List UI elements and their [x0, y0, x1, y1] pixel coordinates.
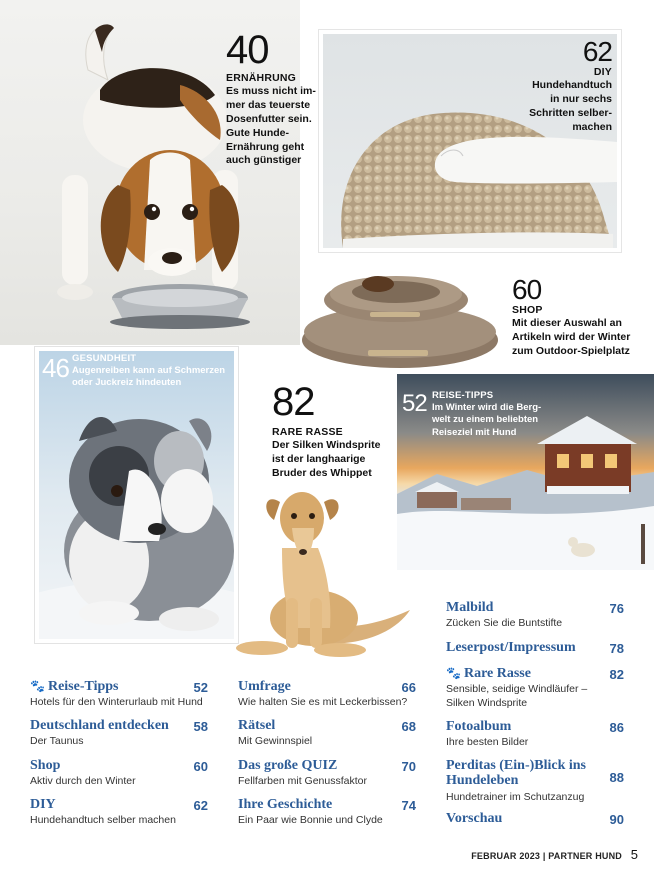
feature-gesundheit[interactable]: [42, 353, 234, 390]
dogbed-photo: [300, 262, 510, 370]
toc-page-number: 62: [193, 798, 208, 813]
toc-item-vorschau[interactable]: Vorschau 90: [446, 811, 624, 827]
feature-page-number: 46: [42, 353, 69, 383]
feature-teaser: Mit dieser Auswahl an Artikeln wird der Winter zum Outdoor-Spielplatz: [512, 317, 631, 357]
feature-shop[interactable]: [512, 276, 652, 359]
toc-item-umfrage[interactable]: Umfrage 66 Wie halten Sie es mit Leckerbissen?: [238, 679, 416, 709]
toc-subtitle: Ihre besten Bilder: [446, 736, 529, 749]
feature-page-number: 40: [226, 28, 269, 72]
feature-page-number: 62: [582, 36, 612, 67]
toc-page-number: 74: [401, 798, 416, 813]
paw-icon: 🐾: [30, 679, 45, 693]
toc-subtitle: Wie halten Sie es mit Leckerbissen?: [238, 696, 408, 709]
toc-item-rare-rasse[interactable]: 🐾 Rare Rasse 82 Sensible, seidige Windläufer – Silken Windsprite: [446, 666, 624, 710]
feature-page-number: 60: [512, 274, 542, 305]
feature-kicker: RARE RASSE: [272, 426, 343, 438]
feature-teaser: Es muss nicht im- mer das teuerste Dosenfutter sein. Gute Hunde- Ernährung geht auch günstiger: [226, 85, 316, 167]
toc-subtitle: Mit Gewinnspiel: [238, 735, 313, 748]
toc-page-number: 68: [401, 719, 416, 734]
windsprite-illustration: [222, 478, 414, 666]
paw-icon: 🐾: [446, 666, 461, 680]
toc-subtitle: Ein Paar wie Bonnie und Clyde: [238, 814, 383, 827]
feature-teaser: Im Winter wird die Berg- welt zu einem beliebten Reiseziel mit Hund: [432, 401, 542, 438]
feature-kicker: SHOP: [512, 304, 543, 316]
page-footer: [471, 851, 622, 861]
feature-kicker: ERNÄHRUNG: [226, 72, 297, 84]
toc-page-number: 82: [609, 667, 624, 682]
aussie-photo: [35, 347, 238, 643]
feature-teaser: Der Silken Windsprite ist der langhaarige Bruder des Whippet: [272, 439, 381, 479]
toc-item-deutschland[interactable]: Deutschland entdecken 58 Der Taunus: [30, 718, 208, 748]
toc-page-number: 70: [401, 759, 416, 774]
toc-item-malbild[interactable]: Malbild 76 Zücken Sie die Buntstifte: [446, 600, 624, 630]
toc-subtitle: Der Taunus: [30, 735, 84, 748]
toc-page-number: 76: [609, 601, 624, 616]
dogbed-illustration: [300, 262, 510, 370]
toc-subtitle: Sensible, seidige Windläufer – Silken Windsprite: [446, 683, 588, 710]
feature-page-number: 82: [272, 380, 315, 424]
feature-kicker: DIY: [593, 66, 612, 78]
windsprite-photo: [222, 478, 414, 666]
toc-page-number: 52: [193, 680, 208, 695]
toc-subtitle: Fellfarben mit Genussfaktor: [238, 775, 367, 788]
toc-subtitle: Hundetrainer im Schutzanzug: [446, 790, 585, 803]
footer-issue: FEBRUAR 2023 | PARTNER HUND: [471, 851, 622, 861]
toc-page-number: 58: [193, 719, 208, 734]
toc-item-fotoalbum[interactable]: Fotoalbum 86 Ihre besten Bilder: [446, 719, 624, 749]
toc-page-number: 66: [401, 680, 416, 695]
page-number: 5: [630, 847, 638, 862]
toc-item-quiz[interactable]: Das große QUIZ 70 Fellfarben mit Genussfaktor: [238, 758, 416, 788]
toc-item-reise-tipps[interactable]: 🐾 Reise-Tipps 52 Hotels für den Winterurlaub mit Hund: [30, 679, 208, 709]
feature-diy[interactable]: [512, 38, 612, 135]
aussie-illustration: [39, 351, 234, 639]
toc-item-perditas[interactable]: Perditas (Ein-)Blick ins Hundeleben 88 Hundetrainer im Schutzanzug: [446, 758, 624, 803]
toc-page-number: 88: [609, 770, 624, 785]
toc-subtitle: Hundehandtuch selber machen: [30, 814, 176, 827]
feature-teaser: Hundehandtuch in nur sechs Schritten selber- machen: [529, 79, 612, 133]
toc-item-diy[interactable]: DIY 62 Hundehandtuch selber machen: [30, 797, 208, 827]
toc-subtitle: Zücken Sie die Buntstifte: [446, 617, 563, 630]
feature-ernaehrung[interactable]: [226, 30, 318, 168]
toc-item-geschichte[interactable]: Ihre Geschichte 74 Ein Paar wie Bonnie und Clyde: [238, 797, 416, 827]
toc-item-shop[interactable]: Shop 60 Aktiv durch den Winter: [30, 758, 208, 788]
feature-teaser: Augenreiben kann auf Schmerzen oder Juckreiz hindeuten: [72, 364, 226, 389]
toc-page-number: 86: [609, 720, 624, 735]
feature-rare-rasse[interactable]: [272, 382, 392, 481]
toc-page-number: 90: [609, 812, 624, 827]
toc-item-raetsel[interactable]: Rätsel 68 Mit Gewinnspiel: [238, 718, 416, 748]
feature-reise-tipps[interactable]: [402, 390, 652, 439]
toc-subtitle: Hotels für den Winterurlaub mit Hund: [30, 696, 203, 709]
feature-kicker: REISE-TIPPS: [432, 390, 494, 401]
toc-subtitle: Aktiv durch den Winter: [30, 775, 136, 788]
toc-page-number: 78: [609, 641, 624, 656]
feature-page-number: 52: [402, 390, 427, 417]
toc-page-number: 60: [193, 759, 208, 774]
toc-item-leserpost[interactable]: Leserpost/Impressum 78: [446, 640, 624, 656]
feature-kicker: GESUNDHEIT: [72, 353, 137, 364]
